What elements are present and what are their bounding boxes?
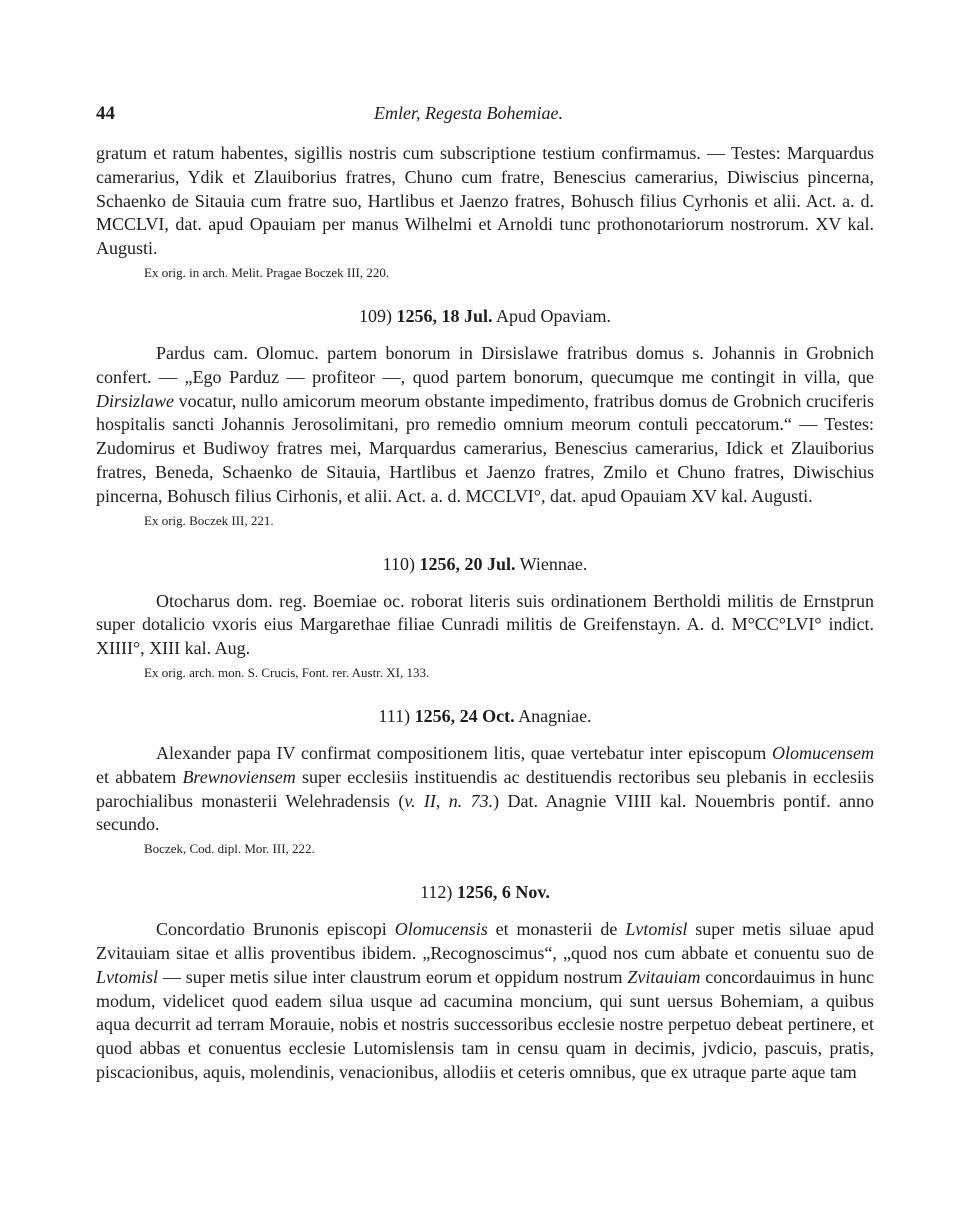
entry-109-text-part: vocatur, nullo amicorum meorum obstante impedimento, fratribus domus de Grobnich cruciferis hospitalis sancti Johannis Jerosolimitani, pro remedio omnium meorum contuli peccatorum.“ — Testes: Zudomirus et Budiwoy fratres mei, Marquardus camerarius, Benescius camerarius, Idick et Zlauiborius fratres, Beneda, Schaenko de Sitauia, Hartlibus et Jaenzo fratres, Zmilo et Chuno fratres, Diwischius pincerna, Bohusch filius Cirhonis, et alii. Act. a. d. MCCLVI°, dat. apud Opauiam XV kal. Augusti.: [96, 390, 874, 506]
entry-112-number: 112): [420, 882, 453, 903]
entry-111-date: 1256, 24 Oct.: [414, 705, 515, 726]
entry-111-reference: v. II, n. 73.: [404, 790, 494, 811]
entry-110-text: Otocharus dom. reg. Boemiae oc. roborat literis suis ordinationem Bertholdi militis de Ernstprun super dotalicio vxoris eius Margarethae filiae Cunradi militis de Greifenstayn. A. d. M°CC°LVI° indict. XIIII°, XIII kal. Aug.: [96, 590, 874, 659]
entry-112-text-part: et monasterii de: [487, 919, 626, 940]
entry-111-text-part: Alexander papa IV confirmat compositionem litis, quae vertebatur inter episcopum: [156, 742, 773, 763]
entry-112-text-part: — super metis silue inter claustrum eorum et oppidum nostrum: [158, 966, 628, 987]
entry-109-date: 1256, 18 Jul.: [396, 305, 493, 326]
entry-111-source: Boczek, Cod. dipl. Mor. III, 222.: [144, 841, 315, 857]
page-number: 44: [96, 103, 115, 124]
running-title: Emler, Regesta Bohemiae.: [374, 103, 563, 123]
entry-109-heading: [96, 306, 874, 327]
entry-109-place: Apud Opaviam.: [496, 305, 611, 326]
entry-111-emphasis: Brewnoviensem: [182, 766, 296, 787]
page-body: [96, 142, 874, 1085]
entry-112-emphasis: Olomucensis: [394, 919, 488, 940]
entry-110-number: 110): [382, 553, 415, 574]
entry-111-text-part: super ecclesiis instituendis ac destituendis rectoribus seu plebanis in ecclesiis parochialibus monasterii Welehradensis (: [96, 766, 874, 811]
entry-109-place-name: Dirsizlawe: [96, 390, 175, 411]
entry-111-place: Anagniae.: [518, 705, 592, 726]
entry-109-text-part: Pardus cam. Olomuc. partem bonorum in Dirsislawe fratribus domus s. Johannis in Grobnich confert. — „Ego Parduz — profiteor —, quod partem bonorum, quecumque me contingit in villa, que: [96, 342, 874, 387]
entry-112-emphasis: Lvtomisl: [96, 966, 159, 987]
entry-111-text: [96, 742, 874, 837]
entry-111-text-part: et abbatem: [96, 766, 183, 787]
entry-110-place: Wiennae.: [519, 553, 588, 574]
entry-110-heading: [96, 554, 874, 575]
entry-112-text-part: Concordatio Brunonis episcopi: [156, 919, 395, 940]
entry-111-text-part: ) Dat. Anagnie VIIII kal. Nouembris pontif. anno secundo.: [96, 790, 874, 835]
entry-110-date: 1256, 20 Jul.: [419, 553, 516, 574]
entry-111-number: 111): [378, 705, 411, 726]
entry-112-text-part: super metis siluae apud Zvitauiam sitae et allis proventibus ibidem. „Recognoscimus“, „quod nos cum abbate et conuentu suo de: [96, 919, 874, 963]
entry-112-heading: [96, 882, 874, 903]
entry-109-text: [96, 342, 874, 509]
entry-112-text: [96, 918, 874, 1085]
entry-111-heading: [96, 706, 874, 727]
entry-112-emphasis: Zvitauiam: [627, 966, 701, 987]
intro-source: Ex orig. in arch. Melit. Pragae Boczek III, 220.: [144, 264, 390, 280]
entry-109-source: Ex orig. Boczek III, 221.: [144, 512, 274, 528]
entry-112-date: 1256, 6 Nov.: [456, 882, 550, 903]
intro-paragraph: gratum et ratum habentes, sigillis nostris cum subscriptione testium confirmamus. — Testes: Marquardus camerarius, Ydik et Zlauiborius fratres, Chuno cum fratre, Benescius camerarius, Diwiscius pincerna, Schaenko de Sitauia cum fratre suo, Hartlibus et Jaenzo fratres, Bohusch filius Cyrhonis et alii. Act. a. d. MCCLVI, dat. apud Opauiam per manus Wilhelmi et Arnoldi tunc prothonotariorum nostrorum. XV kal. Augusti.: [96, 143, 874, 259]
entry-112-text-part: concordauimus in hunc modum, videlicet quod eadem silua usque ad cacumina moncium, qui sunt uersus Bohemiam, a quibus aqua decurrit ad terram Morauie, nobis et nostris successoribus ecclesie nostre perpetuo debeat pertinere, et quod abbas et conuentus ecclesie Lutomislensis tam in censu quam in decimis, jvdicio, pascuis, pratis, piscacionibus, aquis, molendinis, venacionibus, allodiis et ceteris omnibus, que ex utraque parte aque tam: [96, 966, 874, 1082]
entry-112-emphasis: Lvtomisl: [625, 919, 688, 940]
entry-110-source: Ex orig. arch. mon. S. Crucis, Font. rer. Austr. XI, 133.: [144, 664, 430, 680]
page-header: [96, 103, 876, 129]
entry-111-emphasis: Olomucensem: [772, 742, 874, 763]
entry-109-number: 109): [358, 305, 392, 326]
